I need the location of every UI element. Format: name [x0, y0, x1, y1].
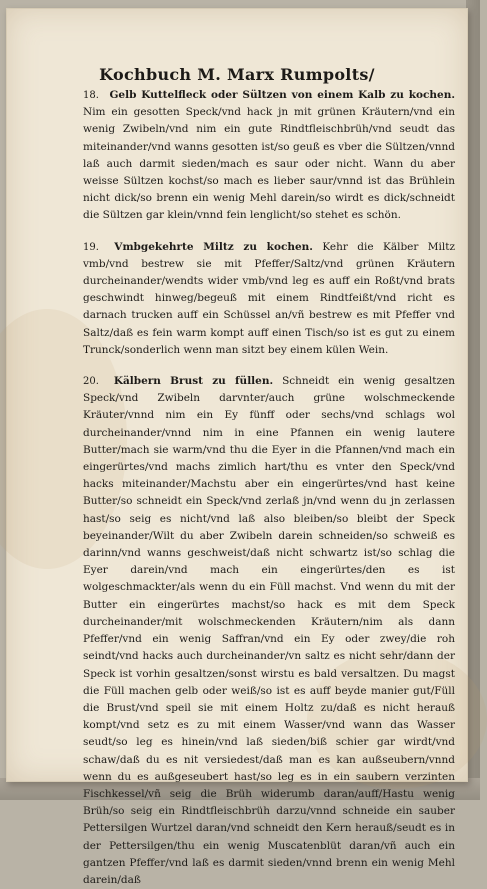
recipe-title: Kälbern Brust zu füllen.: [113, 375, 274, 388]
recipe-number: 18.: [83, 90, 99, 101]
recipe-number: 19.: [83, 241, 99, 253]
recipe-title: Vmbgekehrte Miltz zu kochen.: [114, 240, 313, 253]
recipe-body: Kehr die Kälber Miltz vmb/vnd bestrew sie mit Pfeffer/Saltz/vnd grünen Kräutern durcheinander/wendts wider vmb/vnd leg es auff ein Roßt/vnd brats geschwindt hinweg/begeuß mit einem Rindtfeißt/vnd richt es darnach trucken auff ein Schüssel an/vñ bestrew es mit Pfeffer vnd Saltz/daß es fein warm kompt auff einen Tisch/so ist es gut zu einem Trunck/sonderlich wenn man sitzt bey einem külen Wein.: [83, 240, 455, 356]
recipe-text-block: [83, 87, 455, 889]
recipe-title: Gelb Kuttelfleck oder Sültzen von einem Kalb zu kochen.: [109, 89, 455, 101]
recipe-number: 20.: [83, 376, 99, 388]
book-page: [6, 8, 468, 886]
recipe-body: Schneidt ein wenig gesaltzen Speck/vnd Zwibeln darvnter/auch grüne wolschmeckende Kräuter/vnnd nim ein Ey fünff oder sechs/vnd schlags wol durcheinander/vnnd nim in eine Pfannen ein wenig lautere Butter/mach sie warm/vnd thu die Eyer in die Pfannen/vnd mach ein eingerürtes/vnd machs zimlich hart/thu es vnter den Speck/vnd hacks miteinander/Machstu aber ein eingerürtes/vnd hast keine Butter/so schneidt ein Speck/vnd zerlaß jn/vnd wenn du jn zerlassen hast/so seig es nicht/vnd laß also bleiben/so bleibt der Speck beyeinander/Wilt du aber Zwibeln darein schneiden/so schweiß es darinn/vnd wanns geschweist/daß nicht schwartz ist/so schlag die Eyer darein/vnd mach ein eingerürtes/den es ist wolgeschmackter/als wenn du ein Füll machst. Vnd wenn du mit der Butter ein eingerürtes machst/so hack es mit dem Speck durcheinander/mit wolschmeckenden Kräutern/nim als dann Pfeffer/vnd ein wenig Saffran/vnd ein Ey oder zwey/die roh seindt/vnd hacks auch durcheinander/vn saltz es nicht sehr/dann der Speck ist vorhin gesaltzen/sonst wirstu es bald versaltzen. Du magst die Füll machen gelb oder weiß/so ist es auff beyde manier gut/Füll die Brust/vnd speil sie mit einem Holtz zu/daß es nicht herauß kompt/vnd setz es zu mit einem Wasser/vnd wann das Wasser seudt/so leg es hinein/vnd laß sieden/biß schier gar wirdt/vnd schaw/daß du es nit versiedest/daß man es kan außseubern/vnnd wenn du es außgeseubert hast/so leg es in ein saubern verzinten Fischkessel/vñ seig die Brüh widerumb daran/auff/Hastu wenig Brüh/so seig ein Rindtfleischbrüh darzu/vnnd schneide ein sauber Pettersilgen Wurtzel daran/vnd schneidt den Kern herauß/seudt es in der Pettersilgen/thu ein wenig Muscatenblüt daran/vñ auch ein gantzen Pfeffer/vnd laß es darmit sieden/vnnd brenn ein wenig Mehl darein/daß: [83, 375, 455, 886]
running-header: Kochbuch M. Marx Rumpolts/: [99, 65, 375, 84]
recipe-entry: [83, 373, 455, 889]
recipe-entry: [83, 87, 455, 225]
recipe-body: Nim ein gesotten Speck/vnd hack jn mit grünen Kräutern/vnd ein wenig Zwibeln/vnd nim ein gute Rindtfleischbrüh/vnd seudt das miteinander/vnd wanns gesotten ist/so geuß es vber die Sültzen/vnnd laß auch darmit sieden/mach es saur oder nicht. Wann du aber weisse Sültzen kochst/so mach es lieber saur/vnnd ist das Brühlein nicht dick/so brenn ein wenig Mehl darein/so wirdt es dick/schneidt die Sültzen gar klein/vnnd fein lenglicht/so stehet es schön.: [83, 106, 455, 222]
recipe-entry: [83, 239, 455, 359]
